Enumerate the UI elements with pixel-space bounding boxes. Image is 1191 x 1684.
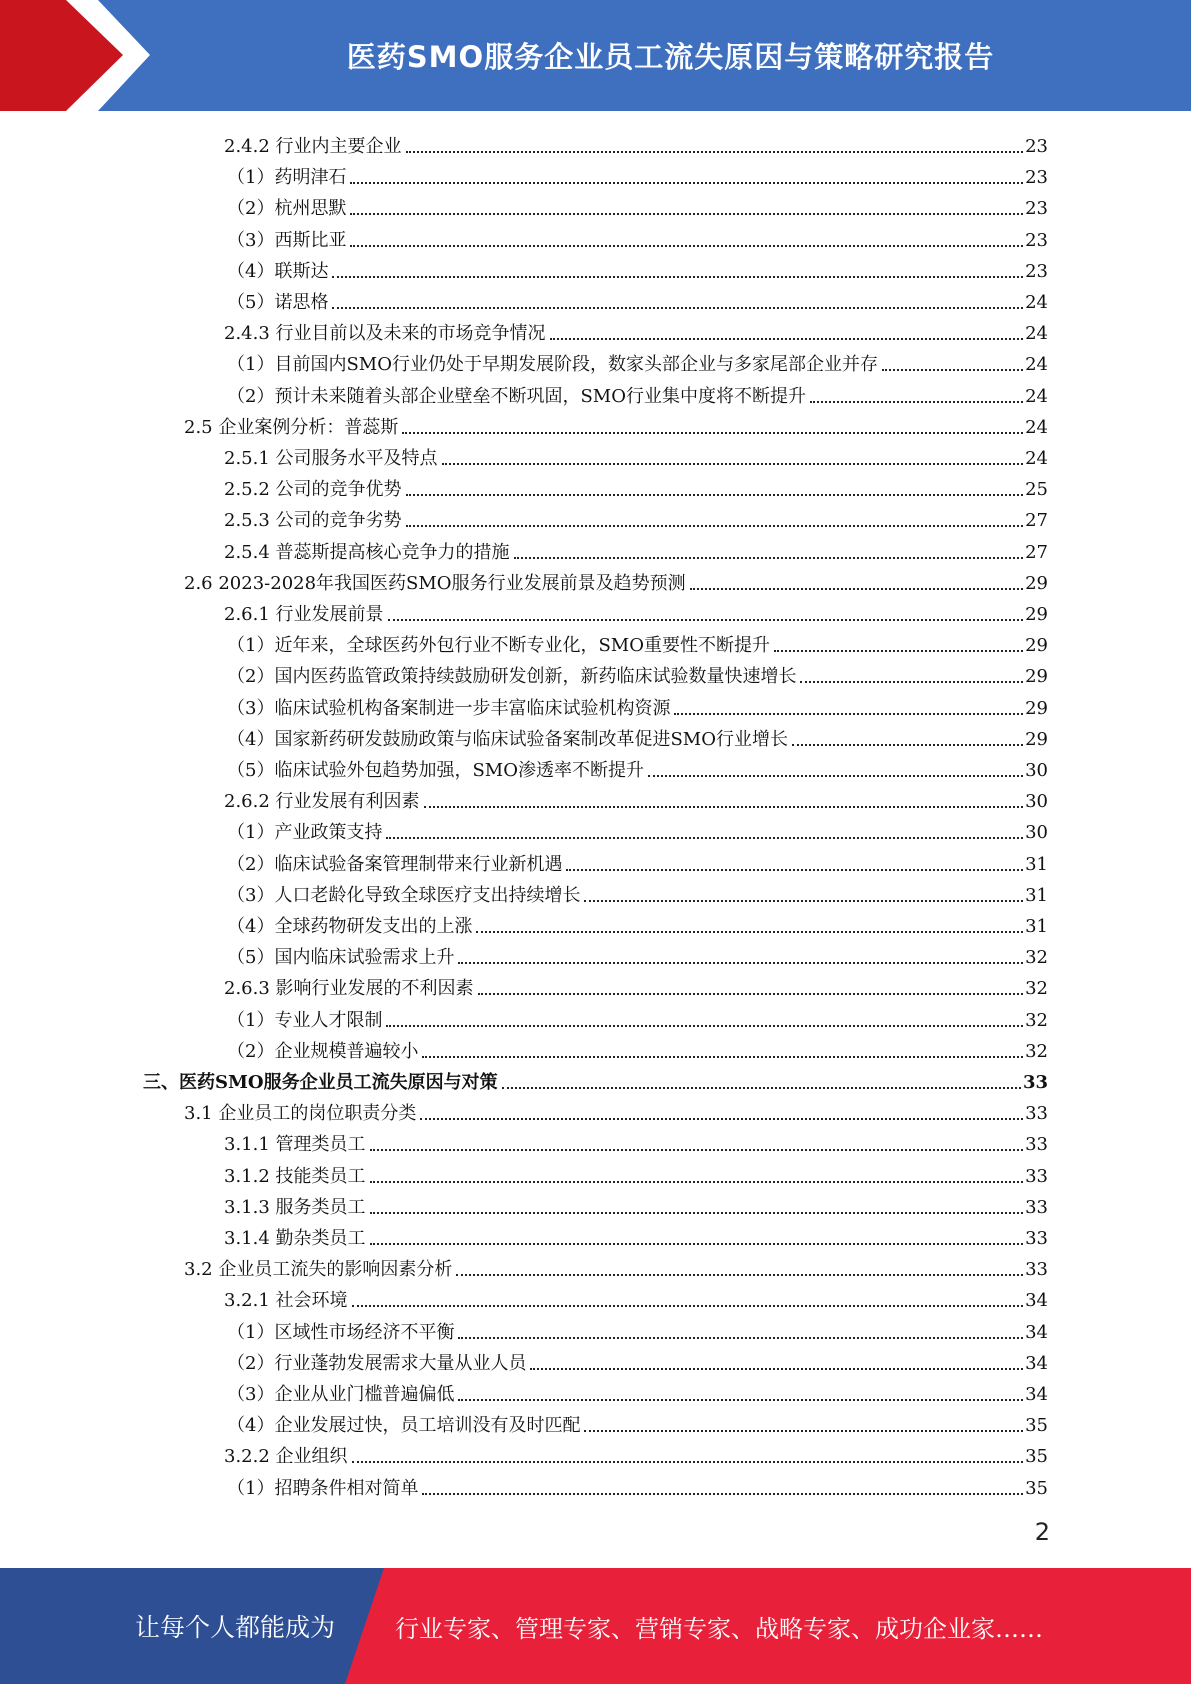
toc-entry-page: 34 — [1025, 1290, 1048, 1312]
toc-entry[interactable] — [224, 501, 1048, 532]
toc-entry[interactable] — [227, 720, 1048, 751]
toc-dot-leader — [332, 306, 1023, 309]
toc-entry[interactable] — [224, 782, 1048, 813]
toc-entry-page: 33 — [1025, 1259, 1048, 1281]
toc-entry-title: 3.2.2 企业组织 — [224, 1446, 348, 1468]
toc-entry[interactable] — [227, 689, 1048, 720]
toc-dot-leader — [350, 244, 1023, 247]
toc-dot-leader — [420, 1117, 1023, 1120]
toc-dot-leader — [566, 868, 1023, 871]
toc-entry-title: 2.5 企业案例分析：普蕊斯 — [184, 416, 399, 438]
toc-dot-leader — [386, 1024, 1023, 1027]
toc-entry[interactable] — [227, 1406, 1048, 1437]
toc-entry-title: 三、医药SMO服务企业员工流失原因与对策 — [143, 1072, 498, 1093]
toc-dot-leader — [810, 400, 1023, 403]
toc-entry-page: 23 — [1025, 260, 1048, 282]
toc-entry-page: 33 — [1025, 1196, 1048, 1218]
toc-entry-title: （2）预计未来随着头部企业壁垒不断巩固，SMO行业集中度将不断提升 — [227, 385, 806, 407]
toc-entry-page: 29 — [1025, 572, 1048, 594]
toc-dot-leader — [332, 275, 1023, 278]
toc-entry-page: 30 — [1025, 760, 1048, 781]
toc-entry-title: 3.1.4 勤杂类员工 — [224, 1228, 366, 1249]
toc-entry-page: 23 — [1025, 136, 1048, 157]
toc-entry-title: （1）区域性市场经济不平衡 — [227, 1321, 455, 1343]
toc-entry[interactable] — [227, 1313, 1048, 1344]
toc-entry[interactable] — [227, 189, 1048, 220]
toc-entry-page: 32 — [1025, 947, 1048, 969]
toc-entry-title: （1）目前国内SMO行业仍处于早期发展阶段，数家头部企业与多家尾部企业并存 — [227, 354, 878, 376]
toc-entry-page: 33 — [1025, 1103, 1048, 1125]
toc-dot-leader — [774, 649, 1023, 652]
toc-entry-title: （3）临床试验机构备案制进一步丰富临床试验机构资源 — [227, 697, 671, 719]
toc-entry[interactable] — [227, 252, 1048, 283]
toc-entry-page: 31 — [1025, 884, 1048, 906]
toc-dot-leader — [514, 556, 1024, 559]
toc-dot-leader — [530, 1367, 1023, 1370]
toc-entry-title: （1）药明津石 — [227, 167, 347, 189]
toc-entry[interactable] — [224, 314, 1048, 345]
toc-entry[interactable] — [227, 1469, 1048, 1500]
toc-entry-page: 33 — [1022, 1072, 1048, 1093]
toc-entry-title: 2.6.1 行业发展前景 — [224, 604, 384, 625]
page-number: 2 — [1034, 1518, 1050, 1546]
toc-entry[interactable] — [227, 345, 1048, 376]
toc-dot-leader — [406, 150, 1024, 153]
toc-dot-leader — [502, 1086, 1021, 1089]
footer-slogan: 让每个人都能成为 — [134, 1613, 335, 1642]
toc-entry-title: （4）企业发展过快，员工培训没有及时匹配 — [227, 1415, 581, 1437]
toc-entry-title: （2）国内医药监管政策持续鼓励研发创新，新药临床试验数量快速增长 — [227, 666, 797, 688]
toc-dot-leader — [674, 712, 1023, 715]
toc-entry-page: 24 — [1025, 292, 1048, 313]
toc-entry-title: 3.1.3 服务类员工 — [224, 1196, 366, 1218]
toc-entry-title: 3.1.2 技能类员工 — [224, 1165, 366, 1187]
footer-roles: 行业专家、管理专家、营销专家、战略专家、成功企业家…… — [395, 1614, 1043, 1643]
toc-dot-leader — [690, 587, 1024, 590]
toc-dot-leader — [458, 961, 1023, 964]
toc-dot-leader — [406, 524, 1024, 527]
toc-entry[interactable] — [184, 1250, 1048, 1281]
toc-entry-page: 24 — [1025, 323, 1048, 345]
toc-entry-title: 2.4.2 行业内主要企业 — [224, 136, 402, 157]
toc-entry[interactable] — [224, 595, 1048, 626]
toc-dot-leader — [422, 1055, 1023, 1058]
toc-entry-page: 31 — [1025, 853, 1048, 875]
header-arrow-decoration — [0, 0, 150, 111]
toc-entry-page: 23 — [1025, 229, 1048, 251]
document-title: 医药SMO服务企业员工流失原因与策略研究报告 — [346, 40, 995, 74]
toc-entry[interactable] — [224, 969, 1048, 1000]
toc-entry[interactable] — [227, 1032, 1048, 1063]
toc-entry[interactable] — [227, 158, 1048, 189]
toc-dot-leader — [370, 1242, 1024, 1245]
toc-entry[interactable] — [227, 876, 1048, 907]
toc-entry[interactable] — [224, 1437, 1048, 1468]
toc-entry[interactable] — [184, 1094, 1048, 1125]
toc-dot-leader — [402, 431, 1023, 434]
toc-entry-page: 32 — [1025, 1040, 1048, 1062]
toc-entry[interactable] — [227, 377, 1048, 408]
toc-dot-leader — [458, 1398, 1023, 1401]
toc-entry[interactable] — [227, 813, 1048, 844]
toc-dot-leader — [352, 1460, 1024, 1463]
toc-entry[interactable] — [227, 626, 1048, 657]
toc-entry-page: 32 — [1025, 1009, 1048, 1031]
toc-entry-title: （1）专业人才限制 — [227, 1009, 383, 1031]
toc-entry-title: （2）行业蓬勃发展需求大量从业人员 — [227, 1352, 527, 1374]
toc-entry[interactable] — [227, 1001, 1048, 1032]
toc-entry-title: 2.5.1 公司服务水平及特点 — [224, 448, 438, 469]
toc-entry-title: 3.1.1 管理类员工 — [224, 1134, 366, 1156]
toc-entry-title: 2.6.2 行业发展有利因素 — [224, 791, 420, 813]
toc-dot-leader — [458, 1336, 1023, 1339]
toc-entry[interactable] — [224, 1157, 1048, 1188]
toc-entry-title: 2.4.3 行业目前以及未来的市场竞争情况 — [224, 323, 546, 345]
toc-entry-title: （4）全球药物研发支出的上涨 — [227, 916, 473, 937]
toc-entry-title: 2.5.2 公司的竞争优势 — [224, 479, 402, 501]
toc-entry-title: （3）西斯比亚 — [227, 229, 347, 251]
toc-entry-title: 2.6.3 影响行业发展的不利因素 — [224, 978, 474, 1000]
toc-dot-leader — [478, 992, 1024, 995]
toc-entry-title: （3）人口老龄化导致全球医疗支出持续增长 — [227, 884, 581, 906]
toc-dot-leader — [424, 805, 1024, 808]
toc-entry-page: 24 — [1025, 416, 1048, 438]
toc-entry[interactable] — [227, 1344, 1048, 1375]
toc-entry-page: 34 — [1025, 1352, 1048, 1374]
toc-dot-leader — [406, 493, 1024, 496]
page-footer — [0, 1568, 1191, 1684]
toc-entry[interactable] — [224, 1125, 1048, 1156]
toc-entry-page: 30 — [1025, 791, 1048, 813]
toc-dot-leader — [386, 836, 1023, 839]
toc-entry-page: 33 — [1025, 1165, 1048, 1187]
toc-dot-leader — [370, 1211, 1024, 1214]
toc-entry-title: 2.5.4 普蕊斯提高核心竞争力的措施 — [224, 541, 510, 563]
toc-entry-page: 29 — [1025, 635, 1048, 657]
toc-entry-page: 23 — [1025, 167, 1048, 189]
toc-entry[interactable] — [227, 1375, 1048, 1406]
toc-dot-leader — [584, 1429, 1023, 1432]
toc-entry-page: 25 — [1025, 479, 1048, 501]
toc-entry[interactable] — [227, 845, 1048, 876]
toc-entry[interactable] — [224, 1219, 1048, 1250]
toc-entry-title: （5）临床试验外包趋势加强，SMO渗透率不断提升 — [227, 760, 644, 781]
toc-entry-title: （4）联斯达 — [227, 260, 329, 282]
toc-entry-title: （1）近年来，全球医药外包行业不断专业化，SMO重要性不断提升 — [227, 635, 770, 657]
toc-entry-title: （5）国内临床试验需求上升 — [227, 947, 455, 969]
toc-entry-title: 3.1 企业员工的岗位职责分类 — [184, 1103, 417, 1125]
toc-entry-title: （2）企业规模普遍较小 — [227, 1040, 419, 1062]
toc-dot-leader — [456, 1273, 1023, 1276]
toc-entry-page: 29 — [1025, 697, 1048, 719]
toc-dot-leader — [800, 680, 1023, 683]
toc-entry-page: 27 — [1025, 510, 1048, 532]
toc-entry-page: 24 — [1025, 385, 1048, 407]
toc-dot-leader — [350, 181, 1023, 184]
toc-entry[interactable] — [224, 1281, 1048, 1312]
toc-dot-leader — [422, 1492, 1023, 1495]
toc-entry[interactable] — [224, 533, 1048, 564]
toc-entry[interactable] — [227, 221, 1048, 252]
toc-dot-leader — [370, 1148, 1024, 1151]
toc-entry[interactable] — [224, 470, 1048, 501]
toc-entry[interactable] — [184, 564, 1048, 595]
toc-entry-page: 30 — [1025, 822, 1048, 844]
toc-entry-page: 23 — [1025, 198, 1048, 220]
toc-entry-title: （2）杭州思默 — [227, 198, 347, 220]
toc-entry[interactable] — [224, 1188, 1048, 1219]
toc-entry-page: 27 — [1025, 541, 1048, 563]
toc-entry-title: 2.5.3 公司的竞争劣势 — [224, 510, 402, 532]
toc-entry-page: 33 — [1025, 1228, 1048, 1249]
toc-entry-page: 29 — [1025, 604, 1048, 625]
toc-entry-title: 2.6 2023-2028年我国医药SMO服务行业发展前景及趋势预测 — [184, 572, 686, 594]
toc-dot-leader — [350, 212, 1023, 215]
toc-entry-page: 29 — [1025, 666, 1048, 688]
toc-entry-page: 35 — [1025, 1477, 1048, 1499]
toc-entry[interactable] — [227, 283, 1048, 314]
toc-entry[interactable] — [184, 408, 1048, 439]
toc-dot-leader — [388, 618, 1024, 621]
toc-dot-leader — [370, 1180, 1024, 1183]
toc-entry-page: 24 — [1025, 354, 1048, 376]
toc-entry-page: 24 — [1025, 448, 1048, 469]
toc-dot-leader — [352, 1304, 1024, 1307]
toc-entry-page: 34 — [1025, 1384, 1048, 1405]
toc-dot-leader — [792, 743, 1023, 746]
toc-entry-title: （5）诺思格 — [227, 292, 329, 313]
toc-dot-leader — [584, 899, 1023, 902]
toc-entry[interactable] — [227, 751, 1048, 782]
toc-entry-page: 33 — [1025, 1134, 1048, 1156]
toc-dot-leader — [648, 774, 1023, 777]
toc-entry[interactable] — [143, 1063, 1048, 1094]
toc-entry-title: 3.2.1 社会环境 — [224, 1290, 348, 1312]
toc-dot-leader — [476, 930, 1023, 933]
toc-entry-title: （1）招聘条件相对简单 — [227, 1477, 419, 1499]
toc-entry-page: 31 — [1025, 916, 1048, 937]
page-header — [0, 0, 1191, 111]
toc-entry-title: （4）国家新药研发鼓励政策与临床试验备案制改革促进SMO行业增长 — [227, 728, 788, 750]
toc-entry[interactable] — [227, 657, 1048, 688]
toc-dot-leader — [882, 368, 1023, 371]
toc-entry-title: 3.2 企业员工流失的影响因素分析 — [184, 1259, 453, 1281]
toc-dot-leader — [550, 337, 1024, 340]
toc-entry[interactable] — [224, 127, 1048, 158]
toc-entry-page: 34 — [1025, 1321, 1048, 1343]
toc-entry-title: （1）产业政策支持 — [227, 822, 383, 844]
toc-entry[interactable] — [224, 439, 1048, 470]
toc-entry-page: 32 — [1025, 978, 1048, 1000]
toc-entry[interactable] — [227, 907, 1048, 938]
toc-entry-page: 29 — [1025, 728, 1048, 750]
toc-entry-page: 35 — [1025, 1415, 1048, 1437]
toc-entry[interactable] — [227, 938, 1048, 969]
toc-entry-title: （2）临床试验备案管理制带来行业新机遇 — [227, 853, 563, 875]
toc-dot-leader — [442, 462, 1024, 465]
toc-entry-title: （3）企业从业门槛普遍偏低 — [227, 1384, 455, 1405]
toc-entry-page: 35 — [1025, 1446, 1048, 1468]
